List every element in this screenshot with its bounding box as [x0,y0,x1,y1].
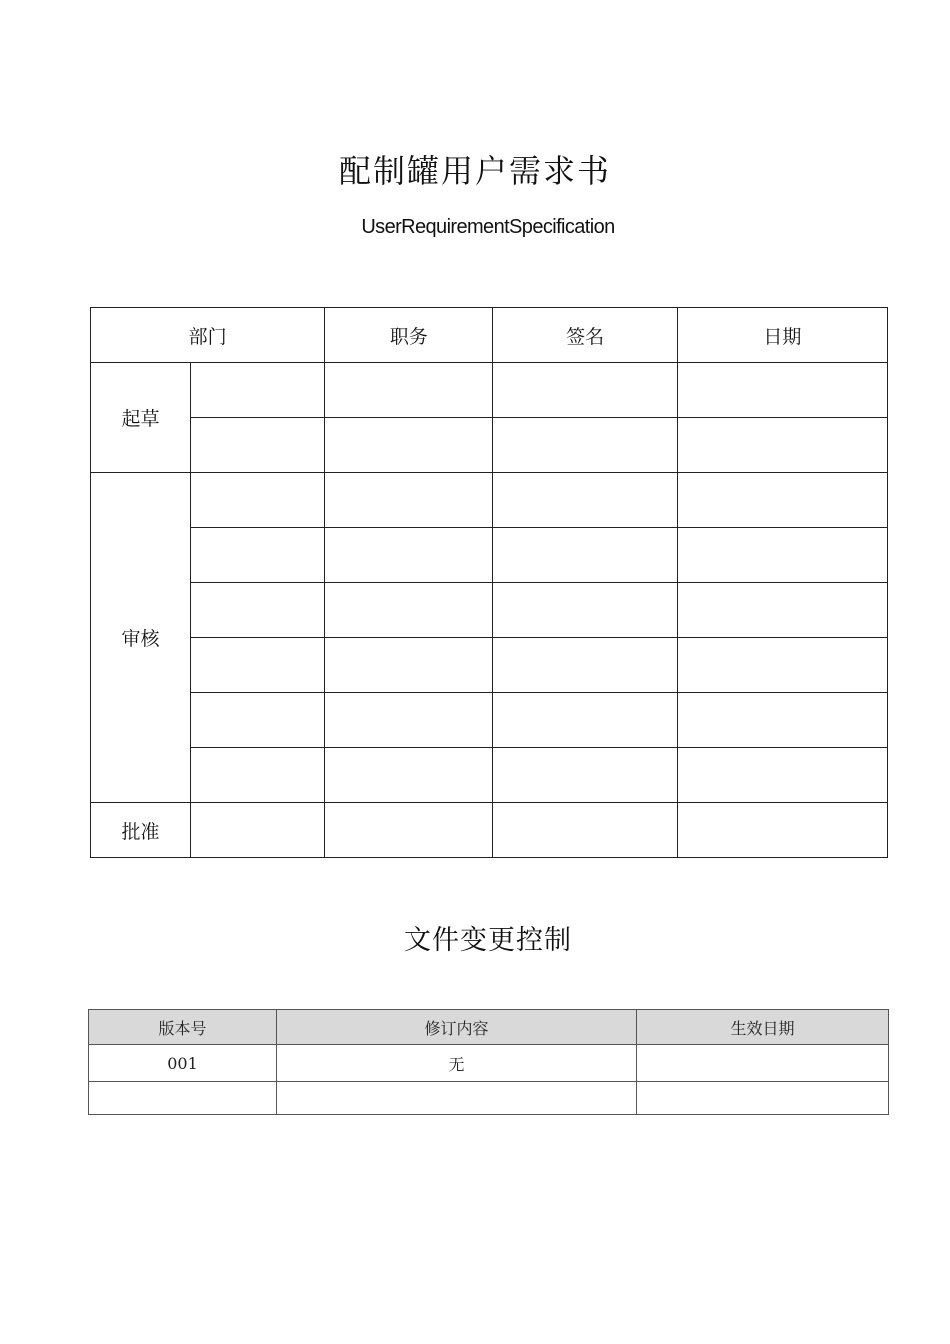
section-approve: 批准 [91,803,191,858]
document-title: 配制罐用户需求书 [338,152,611,190]
header-date: 日期 [677,308,887,363]
table-cell [191,693,325,748]
table-cell [325,583,493,638]
effective-date-cell [637,1082,889,1115]
table-cell [493,528,677,583]
table-cell [493,803,677,858]
table-cell [493,748,677,803]
table-cell [677,418,887,473]
table-cell [325,748,493,803]
table-cell [677,363,887,418]
table-cell [677,528,887,583]
table-row [91,748,888,803]
table-row [91,693,888,748]
table-row [91,473,888,528]
table-cell [191,583,325,638]
document-subtitle: UserRequirementSpecification [361,216,615,238]
table-cell [191,803,325,858]
table-cell [493,473,677,528]
header-position: 职务 [325,308,493,363]
table-cell [325,803,493,858]
signature-header-row [91,308,888,363]
table-cell [191,638,325,693]
table-cell [325,693,493,748]
table-cell [677,803,887,858]
table-cell [191,528,325,583]
table-row [91,638,888,693]
table-row [89,1045,889,1082]
table-cell [191,748,325,803]
revision-content-cell: 无 [277,1045,637,1082]
revision-content-cell [277,1082,637,1115]
table-cell [325,363,493,418]
table-cell [325,418,493,473]
header-department: 部门 [91,308,325,363]
table-row [91,363,888,418]
table-cell [191,363,325,418]
table-cell [677,748,887,803]
table-row [91,803,888,858]
header-revision-content: 修订内容 [277,1010,637,1045]
table-cell [493,418,677,473]
table-cell [493,693,677,748]
version-cell [89,1082,277,1115]
table-cell [325,473,493,528]
table-cell [191,418,325,473]
table-cell [677,693,887,748]
header-version: 版本号 [89,1010,277,1045]
header-signature: 签名 [493,308,677,363]
table-cell [493,638,677,693]
revision-header-row [89,1010,889,1045]
table-cell [677,473,887,528]
table-row [91,418,888,473]
table-row [91,583,888,638]
section-review: 审核 [91,473,191,803]
table-cell [677,638,887,693]
section-draft: 起草 [91,363,191,473]
table-cell [325,638,493,693]
signature-table [90,307,888,858]
revision-table [88,1009,889,1115]
effective-date-cell [637,1045,889,1082]
table-cell [493,583,677,638]
table-cell [191,473,325,528]
table-cell [325,528,493,583]
version-cell: 001 [89,1045,277,1082]
table-cell [493,363,677,418]
header-effective-date: 生效日期 [637,1010,889,1045]
table-row [91,528,888,583]
table-row [89,1082,889,1115]
table-cell [677,583,887,638]
revision-section-title: 文件变更控制 [404,925,572,956]
